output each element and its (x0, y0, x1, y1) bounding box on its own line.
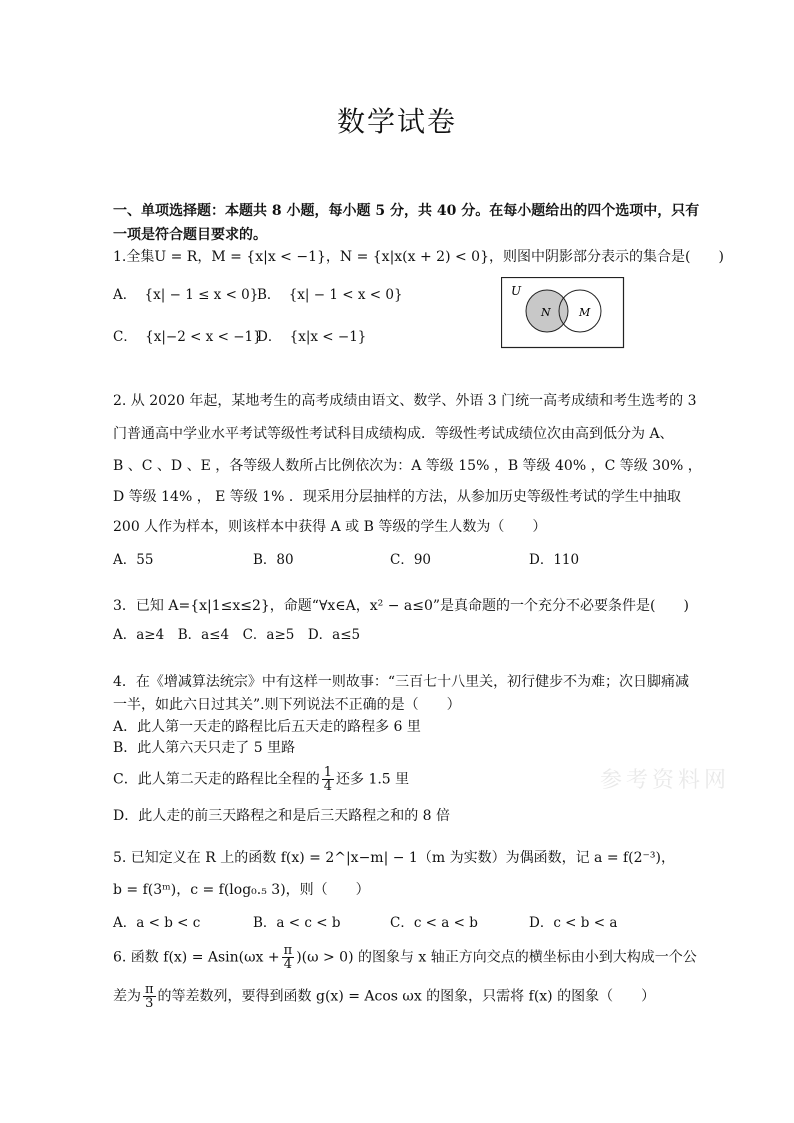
section-heading-line1: 一、单项选择题：本题共 8 小题，每小题 5 分，共 40 分。在每小题给出的四个选项中，只有 (113, 203, 700, 219)
q6-line2-pre: 差为 (113, 988, 141, 1005)
q2-option-b: B．80 (253, 552, 294, 568)
q4-option-c (113, 766, 409, 793)
q1-option-a-label: A． (113, 287, 137, 303)
watermark: 参考资料网 (600, 768, 731, 793)
venn-m-label: M (579, 306, 591, 319)
q6-fraction1 (282, 944, 295, 971)
q1-option-c (113, 325, 262, 345)
q4-fraction (322, 766, 334, 793)
q6-fraction2-den: 3 (145, 996, 154, 1011)
q5-line2: b = f(3ᵐ)，c = f(log₀.₅ 3)，则（ ） (113, 882, 370, 898)
q2-line5: 200 人作为样本，则该样本中获得 A 或 B 等级的学生人数为（ ） (113, 519, 547, 535)
q1-option-d-label: D． (257, 329, 282, 345)
q6-line1 (113, 944, 697, 971)
q4-line2: 一半，如此六日过其关”.则下列说法不正确的是（ ） (113, 697, 461, 713)
q4-fraction-den: 4 (323, 779, 332, 794)
venn-n-label: N (541, 306, 551, 319)
q2-option-c: C．90 (390, 552, 432, 568)
q4-fraction-num: 1 (323, 765, 332, 780)
q4-option-d: D．此人走的前三天路程之和是后三天路程之和的 8 倍 (113, 808, 451, 824)
q1-option-b (257, 283, 403, 303)
q1-option-d (257, 325, 366, 345)
q1-option-b-label: B． (257, 287, 281, 303)
q6-fraction1-den: 4 (283, 957, 293, 972)
q4-option-c-pre: C．此人第二天走的路程比全程的 (113, 771, 320, 788)
page-title: 数学试卷 (336, 105, 457, 138)
q6-line1-post: )(ω > 0) 的图象与 x 轴正方向交点的横坐标由小到大构成一个公 (296, 949, 697, 966)
q3-stem: 3．已知 A={x|1≤x≤2}，命题“∀x∈A，x² − a≤0”是真命题的一个充分不必要条件是( ) (113, 598, 689, 614)
q6-fraction2 (143, 983, 156, 1010)
q2-line4: D 等级 14% ， E 等级 1% ．现采用分层抽样的方法，从参加历史等级性考试的学生中抽取 (113, 489, 681, 505)
q5-option-b: B．a < c < b (253, 915, 341, 931)
q1-option-a-text: {x| − 1 ≤ x < 0} (144, 287, 259, 303)
q1-option-d-text: {x|x < −1} (289, 329, 367, 345)
q5-option-c: C．c < a < b (390, 915, 478, 931)
q5-option-a: A．a < b < c (113, 915, 201, 931)
q4-option-b: B．此人第六天只走了 5 里路 (113, 740, 296, 756)
q4-line1: 4．在《增减算法统宗》中有这样一则故事：“三百七十八里关，初行健步不为难；次日脚痛减 (113, 674, 690, 690)
q6-fraction2-num: π (145, 982, 154, 997)
venn-diagram (501, 277, 625, 349)
q5-option-d: D．c < b < a (529, 915, 618, 931)
q2-option-d: D．110 (529, 552, 580, 568)
q5-line1: 5. 已知定义在 R 上的函数 f(x) = 2^|x−m| − 1（m 为实数）为偶函数，记 a = f(2⁻³)， (113, 850, 676, 866)
q2-option-a: A．55 (113, 552, 154, 568)
q6-line2-post: 的等差数列，要得到函数 g(x) = Acos ωx 的图象，只需将 f(x) 的图象（ ） (157, 988, 656, 1005)
q1-option-b-text: {x| − 1 < x < 0} (288, 287, 403, 303)
q4-option-a: A．此人第一天走的路程比后五天走的路程多 6 里 (113, 719, 421, 735)
q6-line1-pre: 6. 函数 f(x) = Asin(ωx + (113, 949, 280, 966)
q1-stem: 1.全集U = R，M = {x|x < −1}，N = {x|x(x + 2) < 0}，则图中阴影部分表示的集合是( ) (113, 249, 724, 265)
section-heading-line2: 一项是符合题目要求的。 (113, 227, 267, 243)
q1-option-c-label: C． (113, 329, 137, 345)
q4-option-c-post: 还多 1.5 里 (336, 771, 410, 788)
venn-universe-label: U (511, 284, 522, 298)
q3-options: A．a≥4 B．a≤4 C．a≥5 D．a≤5 (113, 627, 361, 643)
q2-line3: B 、C 、D 、E ，各等级人数所占比例依次为：A 等级 15% ，B 等级 40% ，C 等级 30% ， (113, 458, 702, 474)
q1-option-a (113, 283, 258, 303)
q1-option-c-text: {x|−2 < x < −1} (145, 329, 262, 345)
q2-line1: 2. 从 2020 年起，某地考生的高考成绩由语文、数学、外语 3 门统一高考成绩和考生选考的 3 (113, 393, 697, 409)
q6-fraction1-num: π (283, 943, 293, 958)
q2-line2: 门普通高中学业水平考试等级性考试科目成绩构成．等级性考试成绩位次由高到低分为 A、 (113, 426, 674, 442)
q6-line2 (113, 983, 655, 1010)
